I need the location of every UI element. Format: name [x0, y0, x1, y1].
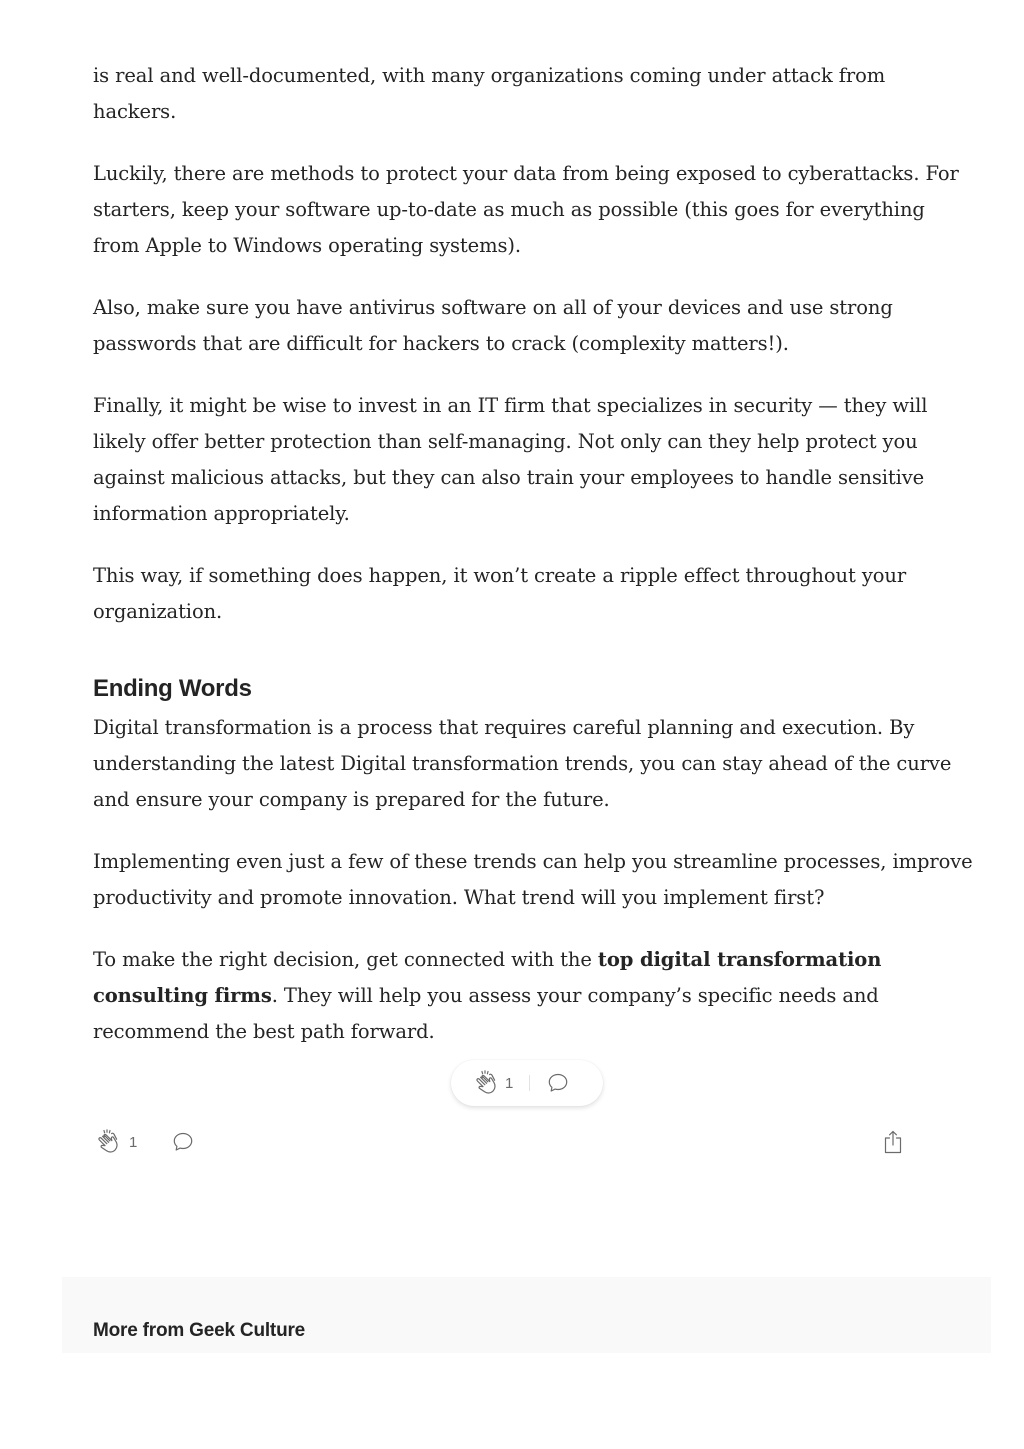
floating-action-bar	[451, 1060, 603, 1106]
divider	[529, 1075, 530, 1091]
clap-icon[interactable]	[471, 1069, 499, 1097]
article-paragraph: Implementing even just a few of these trends can help you streamline processes, improve productivity and promote innovation. What trend will you implement first?	[93, 850, 973, 909]
more-from-title[interactable]: More from Geek Culture	[93, 1320, 306, 1341]
clap-count: 1	[129, 1133, 138, 1151]
article-paragraph: This way, if something does happen, it won’t create a ripple effect throughout your organization.	[93, 564, 907, 623]
article-paragraph: Digital transformation is a process that requires careful planning and execution. By understanding the latest Digital transformation trends, you can stay ahead of the curve and ensure your company is prepared for the future.	[93, 716, 952, 811]
article-paragraph: Luckily, there are methods to protect your data from being exposed to cyberattacks. For starters, keep your software up-to-date as much as possible (this goes for everything from Apple to Windows operating systems).	[93, 162, 959, 257]
section-heading: Ending Words	[93, 675, 252, 702]
clap-icon[interactable]	[93, 1128, 121, 1156]
comment-icon[interactable]	[171, 1130, 195, 1154]
article-body	[93, 58, 973, 1076]
share-icon[interactable]	[881, 1129, 905, 1155]
article-paragraph: Finally, it might be wise to invest in an IT firm that specializes in security — they will likely offer better protection than self-managing. Not only can they help protect you against malicious attacks, but they can also train your employees to handle sensitive information appropriately.	[93, 394, 928, 525]
bold-link-text: top digital transformation consulting firms	[93, 948, 882, 1007]
article-paragraph: is real and well-documented, with many organizations coming under attack from hackers.	[93, 64, 886, 123]
article-paragraph	[93, 942, 973, 1050]
article-actions	[93, 1126, 905, 1158]
article-paragraph: Also, make sure you have antivirus software on all of your devices and use strong passwords that are difficult for hackers to crack (complexity matters!).	[93, 296, 893, 355]
more-from-publication	[62, 1277, 991, 1353]
paragraph-text: To make the right decision, get connected with the	[93, 948, 598, 971]
paragraph-text: . They will help you assess your company’s specific needs and recommend the best path forward.	[93, 984, 879, 1043]
clap-count: 1	[505, 1074, 514, 1092]
comment-icon[interactable]	[546, 1071, 570, 1095]
